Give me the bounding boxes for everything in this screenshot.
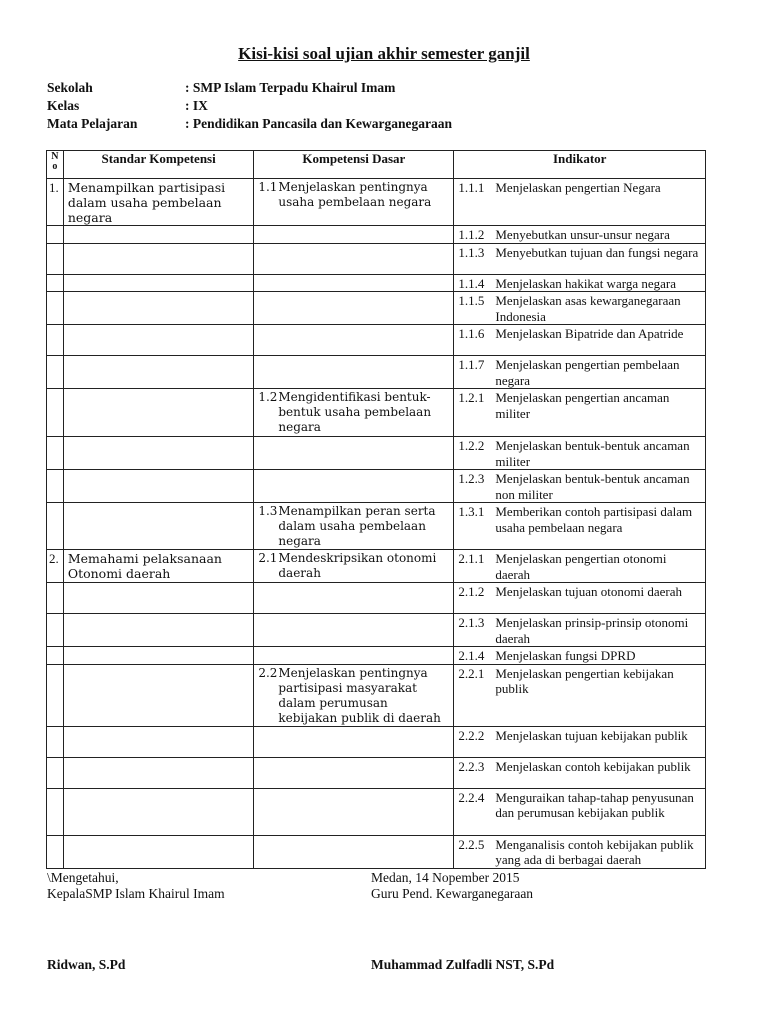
indikator-code: 1.1.6 [458,326,485,341]
cell-kompetensi-dasar [254,583,454,614]
footer-acknowledge: \Mengetahui, [47,870,119,885]
cell-no [47,647,64,665]
kompetensi-dasar-text: Menjelaskan pentingnya partisipasi masyarakat dalam perumusan kebijakan publik di daerah [278,665,441,725]
cell-standar-kompetensi [63,757,254,788]
indikator-code: 1.1.3 [458,244,485,260]
kompetensi-dasar-text: Menampilkan peran serta dalam usaha pembelaan negara [278,504,436,548]
cell-kompetensi-dasar [254,757,454,788]
kompetensi-dasar-item [258,666,449,726]
indikator-code: 1.2.1 [458,390,485,405]
table-row [47,243,706,274]
meta-row-sekolah [47,79,452,97]
indikator-item [458,390,701,421]
cell-no [47,274,64,292]
cell-standar-kompetensi: Menampilkan partisipasi dalam usaha pembelaan negara [63,179,254,226]
cell-no [47,757,64,788]
table-row [47,503,706,550]
cell-standar-kompetensi [63,470,254,503]
cell-kompetensi-dasar [254,470,454,503]
footer-teacher-title: Guru Pend. Kewarganegaraan [371,886,534,901]
indikator-text: Menjelaskan fungsi DPRD [495,648,636,663]
indikator-code: 2.2.2 [458,727,485,743]
header-no [47,151,64,179]
indikator-item [458,504,701,535]
cell-no [47,243,64,274]
cell-indikator [454,292,706,325]
indikator-item [458,293,701,324]
cell-kompetensi-dasar [254,437,454,470]
cell-kompetensi-dasar [254,664,454,726]
header-no-line1: N [51,151,59,162]
indikator-item [458,326,701,342]
cell-indikator [454,550,706,583]
kompetensi-dasar-item [258,504,449,549]
table-row [47,550,706,583]
cell-kompetensi-dasar [254,389,454,437]
kompetensi-dasar-item [258,180,449,210]
indikator-text: Menjelaskan pengertian Negara [495,180,661,195]
indikator-item [458,584,701,600]
indikator-text: Menjelaskan prinsip-prinsip otonomi daerah [495,615,689,646]
cell-standar-kompetensi [63,325,254,356]
indikator-text: Menjelaskan bentuk-bentuk ancaman militer [495,438,690,469]
cell-standar-kompetensi [63,726,254,757]
meta-row-kelas [47,97,452,115]
cell-no [47,726,64,757]
header-kompetensi-dasar: Kompetensi Dasar [254,151,454,179]
indikator-code: 1.1.5 [458,293,485,308]
table-row [47,226,706,244]
indikator-item [458,276,701,292]
teacher-signature-name: Muhammad Zulfadli NST, S.Pd [371,957,555,972]
meta-label: Kelas [47,98,80,113]
cell-indikator [454,583,706,614]
cell-indikator [454,437,706,470]
cell-standar-kompetensi [63,243,254,274]
cell-standar-kompetensi [63,647,254,665]
meta-label: Mata Pelajaran [47,116,138,131]
cell-indikator [454,726,706,757]
kompetensi-dasar-item [258,390,449,435]
indikator-code: 2.1.4 [458,648,485,663]
header-standar-kompetensi: Standar Kompetensi [63,151,254,179]
cell-kompetensi-dasar [254,274,454,292]
table-row [47,757,706,788]
kompetensi-dasar-code: 1.3 [258,504,278,518]
indikator-item [458,759,701,775]
cell-indikator [454,647,706,665]
table-header-row [47,151,706,179]
indikator-code: 1.2.3 [458,471,485,486]
indikator-text: Menganalisis contoh kebijakan publik yang ada di berbagai daerah [495,836,694,867]
cell-standar-kompetensi [63,389,254,437]
indikator-code: 1.1.2 [458,227,485,242]
indikator-code: 2.1.1 [458,551,485,566]
cell-kompetensi-dasar [254,292,454,325]
table-body [47,179,706,869]
cell-indikator [454,325,706,356]
cell-standar-kompetensi [63,503,254,550]
cell-indikator [454,274,706,292]
cell-kompetensi-dasar [254,726,454,757]
indikator-code: 2.1.2 [458,584,485,599]
indikator-text: Menyebutkan unsur-unsur negara [495,227,670,242]
cell-no [47,788,64,835]
kisi-kisi-table [46,150,706,869]
cell-no [47,389,64,437]
indikator-text: Menjelaskan pengertian ancaman militer [495,390,670,421]
indikator-text: Menjelaskan contoh kebijakan publik [495,758,691,774]
header-no-line2: o [52,161,58,172]
cell-kompetensi-dasar [254,243,454,274]
indikator-text: Menjelaskan hakikat warga negara [495,275,676,291]
meta-label: Sekolah [47,80,93,95]
cell-kompetensi-dasar [254,356,454,389]
table-row [47,835,706,868]
indikator-code: 1.1.1 [458,180,485,195]
cell-kompetensi-dasar [254,788,454,835]
table-row [47,437,706,470]
indikator-item [458,551,701,582]
cell-no [47,503,64,550]
document-title: Kisi-kisi soal ujian akhir semester ganjil [238,44,530,63]
indikator-text: Menyebutkan tujuan dan fungsi negara [495,244,699,260]
cell-no [47,226,64,244]
meta-value: : Pendidikan Pancasila dan Kewarganegaraan [185,116,453,131]
cell-indikator [454,356,706,389]
header-indikator: Indikator [454,151,706,179]
indikator-code: 2.2.1 [458,665,485,681]
cell-indikator [454,226,706,244]
kompetensi-dasar-text: Menjelaskan pentingnya usaha pembelaan negara [278,180,432,209]
cell-standar-kompetensi [63,788,254,835]
cell-kompetensi-dasar [254,503,454,550]
cell-kompetensi-dasar [254,325,454,356]
indikator-item [458,438,701,469]
cell-no: 2. [47,550,64,583]
cell-indikator [454,835,706,868]
indikator-code: 2.2.5 [458,836,485,852]
table-row [47,583,706,614]
indikator-text: Menjelaskan pengertian kebijakan publik [495,665,674,696]
indikator-item [458,471,701,502]
indikator-code: 1.1.7 [458,357,485,372]
indikator-item [458,180,701,196]
cell-indikator [454,389,706,437]
indikator-text: Menguraikan tahap-tahap penyusunan dan perumusan kebijakan publik [495,789,694,820]
cell-standar-kompetensi [63,274,254,292]
table-row [47,470,706,503]
meta-value: : SMP Islam Terpadu Khairul Imam [185,80,396,95]
indikator-text: Menjelaskan pengertian pembelaan negara [495,357,680,388]
cell-no [47,470,64,503]
cell-indikator [454,503,706,550]
cell-standar-kompetensi [63,614,254,647]
cell-no [47,583,64,614]
indikator-text: Menjelaskan bentuk-bentuk ancaman non militer [495,471,690,502]
cell-no: 1. [47,179,64,226]
kompetensi-dasar-code: 1.2 [258,390,278,404]
indikator-item [458,728,701,744]
cell-no [47,835,64,868]
indikator-text: Menjelaskan pengertian otonomi daerah [495,551,667,582]
table-row [47,274,706,292]
cell-indikator [454,614,706,647]
cell-no [47,614,64,647]
document-meta [47,79,452,133]
indikator-item [458,245,701,261]
cell-standar-kompetensi [63,583,254,614]
indikator-item [458,357,701,388]
kompetensi-dasar-text: Mendeskripsikan otonomi daerah [278,551,437,580]
cell-kompetensi-dasar [254,226,454,244]
cell-standar-kompetensi: Memahami pelaksanaan Otonomi daerah [63,550,254,583]
table-row [47,179,706,226]
cell-no [47,292,64,325]
footer-right [371,870,533,902]
cell-kompetensi-dasar [254,179,454,226]
footer-place-date: Medan, 14 Nopember 2015 [371,870,520,885]
cell-indikator [454,788,706,835]
cell-standar-kompetensi [63,226,254,244]
cell-no [47,664,64,726]
cell-indikator [454,243,706,274]
kompetensi-dasar-item [258,551,449,581]
cell-standar-kompetensi [63,356,254,389]
indikator-item [458,666,701,697]
cell-kompetensi-dasar [254,647,454,665]
indikator-code: 1.3.1 [458,504,485,519]
table-row [47,788,706,835]
meta-value: : IX [185,98,208,113]
table-row [47,726,706,757]
kompetensi-dasar-code: 2.2 [258,665,278,680]
footer-principal-title: KepalaSMP Islam Khairul Imam [47,886,225,901]
kompetensi-dasar-text: Mengidentifikasi bentuk-bentuk usaha pembelaan negara [278,390,432,434]
indikator-text: Menjelaskan Bipatride dan Apatride [495,326,684,341]
table-row [47,664,706,726]
cell-indikator [454,470,706,503]
cell-standar-kompetensi [63,437,254,470]
cell-no [47,325,64,356]
indikator-item [458,227,701,243]
cell-indikator [454,757,706,788]
table-row [47,356,706,389]
table-row [47,389,706,437]
indikator-code: 1.1.4 [458,275,485,291]
table-row [47,325,706,356]
kompetensi-dasar-code: 2.1 [258,551,278,565]
cell-kompetensi-dasar [254,835,454,868]
indikator-text: Menjelaskan tujuan otonomi daerah [495,584,683,599]
table-row [47,614,706,647]
indikator-code: 2.1.3 [458,615,485,630]
meta-row-mata-pelajaran [47,115,452,133]
indikator-item [458,790,701,821]
indikator-item [458,615,701,646]
cell-no [47,356,64,389]
footer-left [47,870,225,902]
kompetensi-dasar-code: 1.1 [258,180,278,194]
table-row [47,647,706,665]
cell-standar-kompetensi [63,292,254,325]
table-row [47,292,706,325]
indikator-code: 1.2.2 [458,438,485,453]
indikator-item [458,837,701,868]
cell-no [47,437,64,470]
cell-kompetensi-dasar [254,614,454,647]
indikator-text: Memberikan contoh partisipasi dalam usaha pembelaan negara [495,504,693,535]
indikator-item [458,648,701,664]
principal-signature-name: Ridwan, S.Pd [47,957,126,972]
indikator-code: 2.2.3 [458,758,485,774]
cell-indikator [454,179,706,226]
cell-indikator [454,664,706,726]
cell-standar-kompetensi [63,835,254,868]
indikator-text: Menjelaskan tujuan kebijakan publik [495,727,688,743]
cell-kompetensi-dasar [254,550,454,583]
indikator-text: Menjelaskan asas kewarganegaraan Indonesia [495,293,681,324]
indikator-code: 2.2.4 [458,789,485,805]
cell-standar-kompetensi [63,664,254,726]
